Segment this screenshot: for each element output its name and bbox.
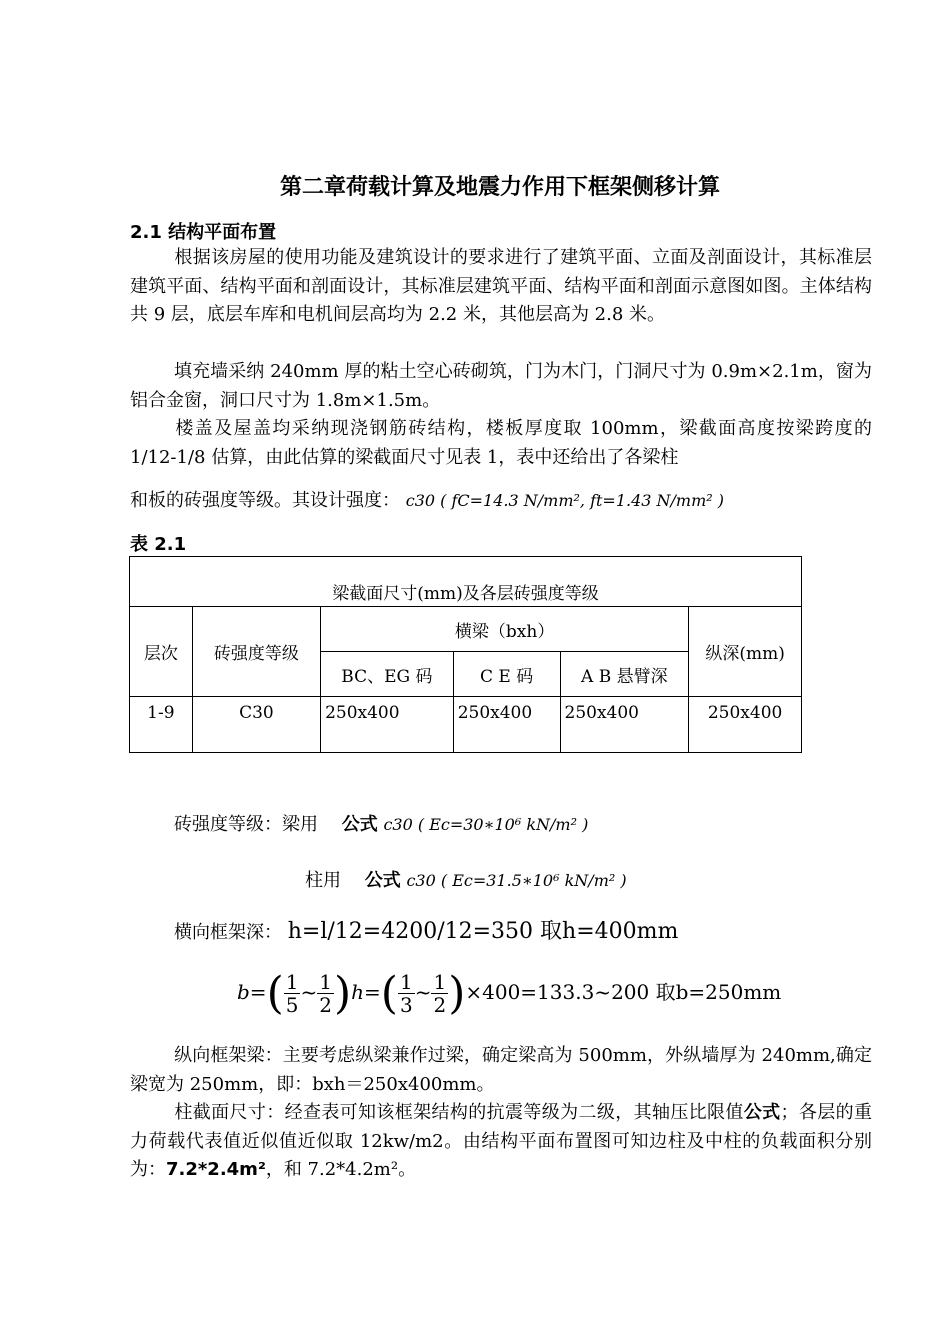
subheader-ce: C E 码 xyxy=(453,652,560,697)
beam-grade-label: 砖强度等级：梁用 xyxy=(174,814,318,835)
chapter-title: 第二章荷载计算及地震力作用下框架侧移计算 xyxy=(279,175,720,200)
transverse-formula: h=l/12=4200/12=350 取h=400mm xyxy=(287,919,679,944)
subheader-bc-eg: BC、EG 码 xyxy=(321,652,454,697)
beam-section-table xyxy=(129,556,802,753)
table-caption: 表 2.1 xyxy=(130,534,187,555)
paragraph-5-text-c: ，和 7.2*4.2m²。 xyxy=(265,1159,417,1180)
beam-grade-line xyxy=(174,810,588,836)
table-cell: 250x400 xyxy=(453,697,560,753)
header-layer: 层次 xyxy=(130,607,193,697)
design-strength-formula: c30 ( fC=14.3 N/mm², ft=1.43 N/mm² ) xyxy=(405,491,725,510)
paragraph-4-text: 纵向框架梁：主要考虑纵梁兼作过梁，确定梁高为 500mm，外纵墙厚为 240mm,确定梁宽为 250mm，即：bxh＝250x400mm。 xyxy=(130,1045,872,1095)
paragraph-3 xyxy=(130,415,872,472)
paragraph-2-text: 填充墙采纳 240mm 厚的粘土空心砖砌筑，门为木门，门洞尺寸为 0.9m×2.1m，窗为铝合金窗，洞口尺寸为 1.8m×1.5m。 xyxy=(130,361,872,411)
table-cell: C30 xyxy=(192,697,320,753)
load-area-edge: 7.2*2.4m² xyxy=(166,1159,266,1180)
header-depth: 纵深(mm) xyxy=(689,607,802,697)
paragraph-4 xyxy=(130,1042,872,1099)
transverse-label: 横向框架深： xyxy=(174,922,282,943)
paragraph-1 xyxy=(130,244,872,330)
header-grade: 砖强度等级 xyxy=(192,607,320,697)
width-formula-tail: ×400=133.3~200 取b=250mm xyxy=(465,980,782,1004)
paragraph-3-end xyxy=(130,486,724,512)
paragraph-5-text-a: 柱截面尺寸：经查表可知该框架结构的抗震等级为二级，其轴压比限值 xyxy=(174,1102,744,1123)
table-title: 梁截面尺寸(mm)及各层砖强度等级 xyxy=(130,557,802,607)
table-cell: 250x400 xyxy=(321,697,454,753)
paragraph-3-text: 楼盖及屋盖均采纳现浇钢筋砖结构，楼板厚度取 100mm，梁截面高度按梁跨度的 1/12-1/8 估算，由此估算的梁截面尺寸见表 1，表中还给出了各梁柱 xyxy=(130,418,872,468)
section-heading: 2.1 结构平面布置 xyxy=(130,222,277,243)
table-cell: 1-9 xyxy=(130,697,193,753)
column-grade-label: 柱用 xyxy=(305,870,341,891)
table-cell: 250x400 xyxy=(560,697,689,753)
paragraph-2 xyxy=(130,358,872,415)
table-cell: 250x400 xyxy=(689,697,802,753)
formula-label: 公式 xyxy=(364,870,401,891)
beam-modulus-formula: c30 ( Ec=30∗10⁶ kN/m² ) xyxy=(383,815,589,834)
paragraph-5 xyxy=(130,1099,872,1185)
header-crossbeam: 横梁（bxh） xyxy=(321,607,689,652)
formula-label: 公式 xyxy=(743,1102,781,1123)
paragraph-3-end-text: 和板的砖强度等级。其设计强度： xyxy=(130,490,400,511)
subheader-ab: A B 悬臂深 xyxy=(560,652,689,697)
column-grade-line xyxy=(305,866,627,892)
formula-label: 公式 xyxy=(341,814,378,835)
paragraph-1-text: 根据该房屋的使用功能及建筑设计的要求进行了建筑平面、立面及剖面设计，其标准层建筑平面、结构平面和剖面设计，其标准层建筑平面、结构平面和剖面示意图如图。主体结构共 9 层，底层车库和电机间层高均为 2.2 米，其他层高为 2.8 米。 xyxy=(130,247,872,325)
width-formula: b=( $\frac{1}{5}$ ~ $\frac{1}{2}$ )h=( $\frac{1}{3}$ ~ $\frac{1}{2}$ )×400=133.3~200 取b=250mm xyxy=(237,968,782,1019)
paragraph-5-text-b: ；各层的重力荷载代表值近似值近似取 12kw/m2。由结构平面布置图可知边柱及中柱的负载面积分别为： xyxy=(130,1102,873,1180)
column-modulus-formula: c30 ( Ec=31.5∗10⁶ kN/m² ) xyxy=(406,871,627,890)
transverse-beam-line xyxy=(174,914,678,945)
